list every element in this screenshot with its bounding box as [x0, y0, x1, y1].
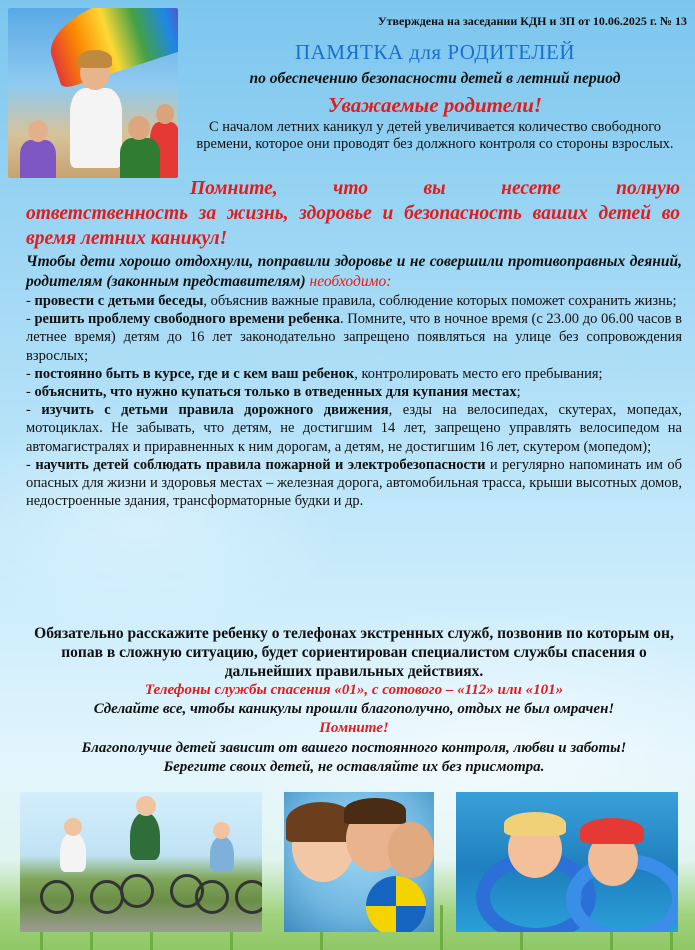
list-item: - объяснить, что нужно купаться только в отведенных для купания местах;	[26, 384, 521, 401]
list-item: - научить детей соблюдать правила пожарной и электробезопасности и регулярно напоминать им об опасных для жизни и здоровья местах – железная дорога, автомобильная трасса, крыши высотных домов, недостроенные здания, трансформаторные будки и др.	[26, 456, 682, 510]
page-title: ПАМЯТКА для РОДИТЕЛЕЙ	[295, 40, 575, 64]
remember-heading: Помните!	[319, 720, 389, 736]
list-item: - постоянно быть в курсе, где и с кем ваш ребенок, контролировать место его пребывания;	[26, 365, 603, 382]
lead-paragraph	[26, 252, 682, 292]
remember-warning	[26, 176, 680, 251]
lead-necessary: необходимо	[309, 273, 387, 290]
closing-line-2: Берегите своих детей, не оставляйте их без присмотра.	[163, 759, 545, 775]
lead-text: Чтобы дети хорошо отдохнули, поправили здоровье и не совершили противоправных деяний, родителям (законным представителям)	[26, 253, 682, 290]
do-everything-note: Сделайте все, чтобы каникулы прошли благополучно, отдых не был омрачен!	[93, 701, 615, 717]
list-item: - решить проблему свободного времени ребенка. Помните, что в ночное время (с 23.00 до 06.00 часов в летнее время) детям до 16 лет законодательно запрещено появляться на улице без сопровождения взрослых;	[26, 311, 682, 364]
rescue-phones: Телефоны службы спасения «01», с сотового – «112» или «101»	[144, 682, 564, 698]
lead-colon: :	[386, 273, 392, 290]
remember-line-1: Помните, что вы несете полную	[190, 178, 680, 199]
list-item: - изучить с детьми правила дорожного движения, езды на велосипедах, скутерах, мопедах, мотоциклах. Не забывать, что детям, не достигшим 14 лет, запрещено управлять велосипедом на автомагистралях и приравненных к ним дорогам, а детям, не достигшим 16 лет, скутером (мопедом);	[26, 402, 682, 455]
smiling-kids-photo	[284, 792, 434, 932]
closing-text	[26, 739, 682, 777]
emergency-services-note: Обязательно расскажите ребенку о телефонах экстренных служб, позвонив по которым он, попав в сложную ситуацию, будет сориентирован специалистом службы спасения о дальнейших правильных действиях.	[34, 625, 674, 680]
list-item: - провести с детьми беседы, объяснив важные правила, соблюдение которых поможет сохранить жизнь;	[26, 293, 677, 309]
main-body	[26, 252, 682, 510]
family-cycling-photo	[20, 792, 262, 932]
approval-note: Утверждена на заседании КДН и ЗП от 10.06.2025 г. № 13	[377, 14, 687, 28]
page-subtitle: по обеспечению безопасности детей в летний период	[249, 70, 621, 87]
kids-with-kite-photo	[8, 8, 178, 178]
remember-line-rest: ответственность за жизнь, здоровье и безопасность ваших детей во время летних каникул!	[26, 203, 680, 249]
kids-in-pool-photo	[456, 792, 678, 932]
intro-text: С началом летних каникул у детей увеличивается количество свободного времени, которое они проводят без должного контроля со стороны взрослых.	[196, 119, 674, 152]
greeting: Уважаемые родители!	[327, 93, 543, 117]
closing-line-1: Благополучие детей зависит от вашего постоянного контроля, любви и заботы!	[81, 740, 627, 756]
